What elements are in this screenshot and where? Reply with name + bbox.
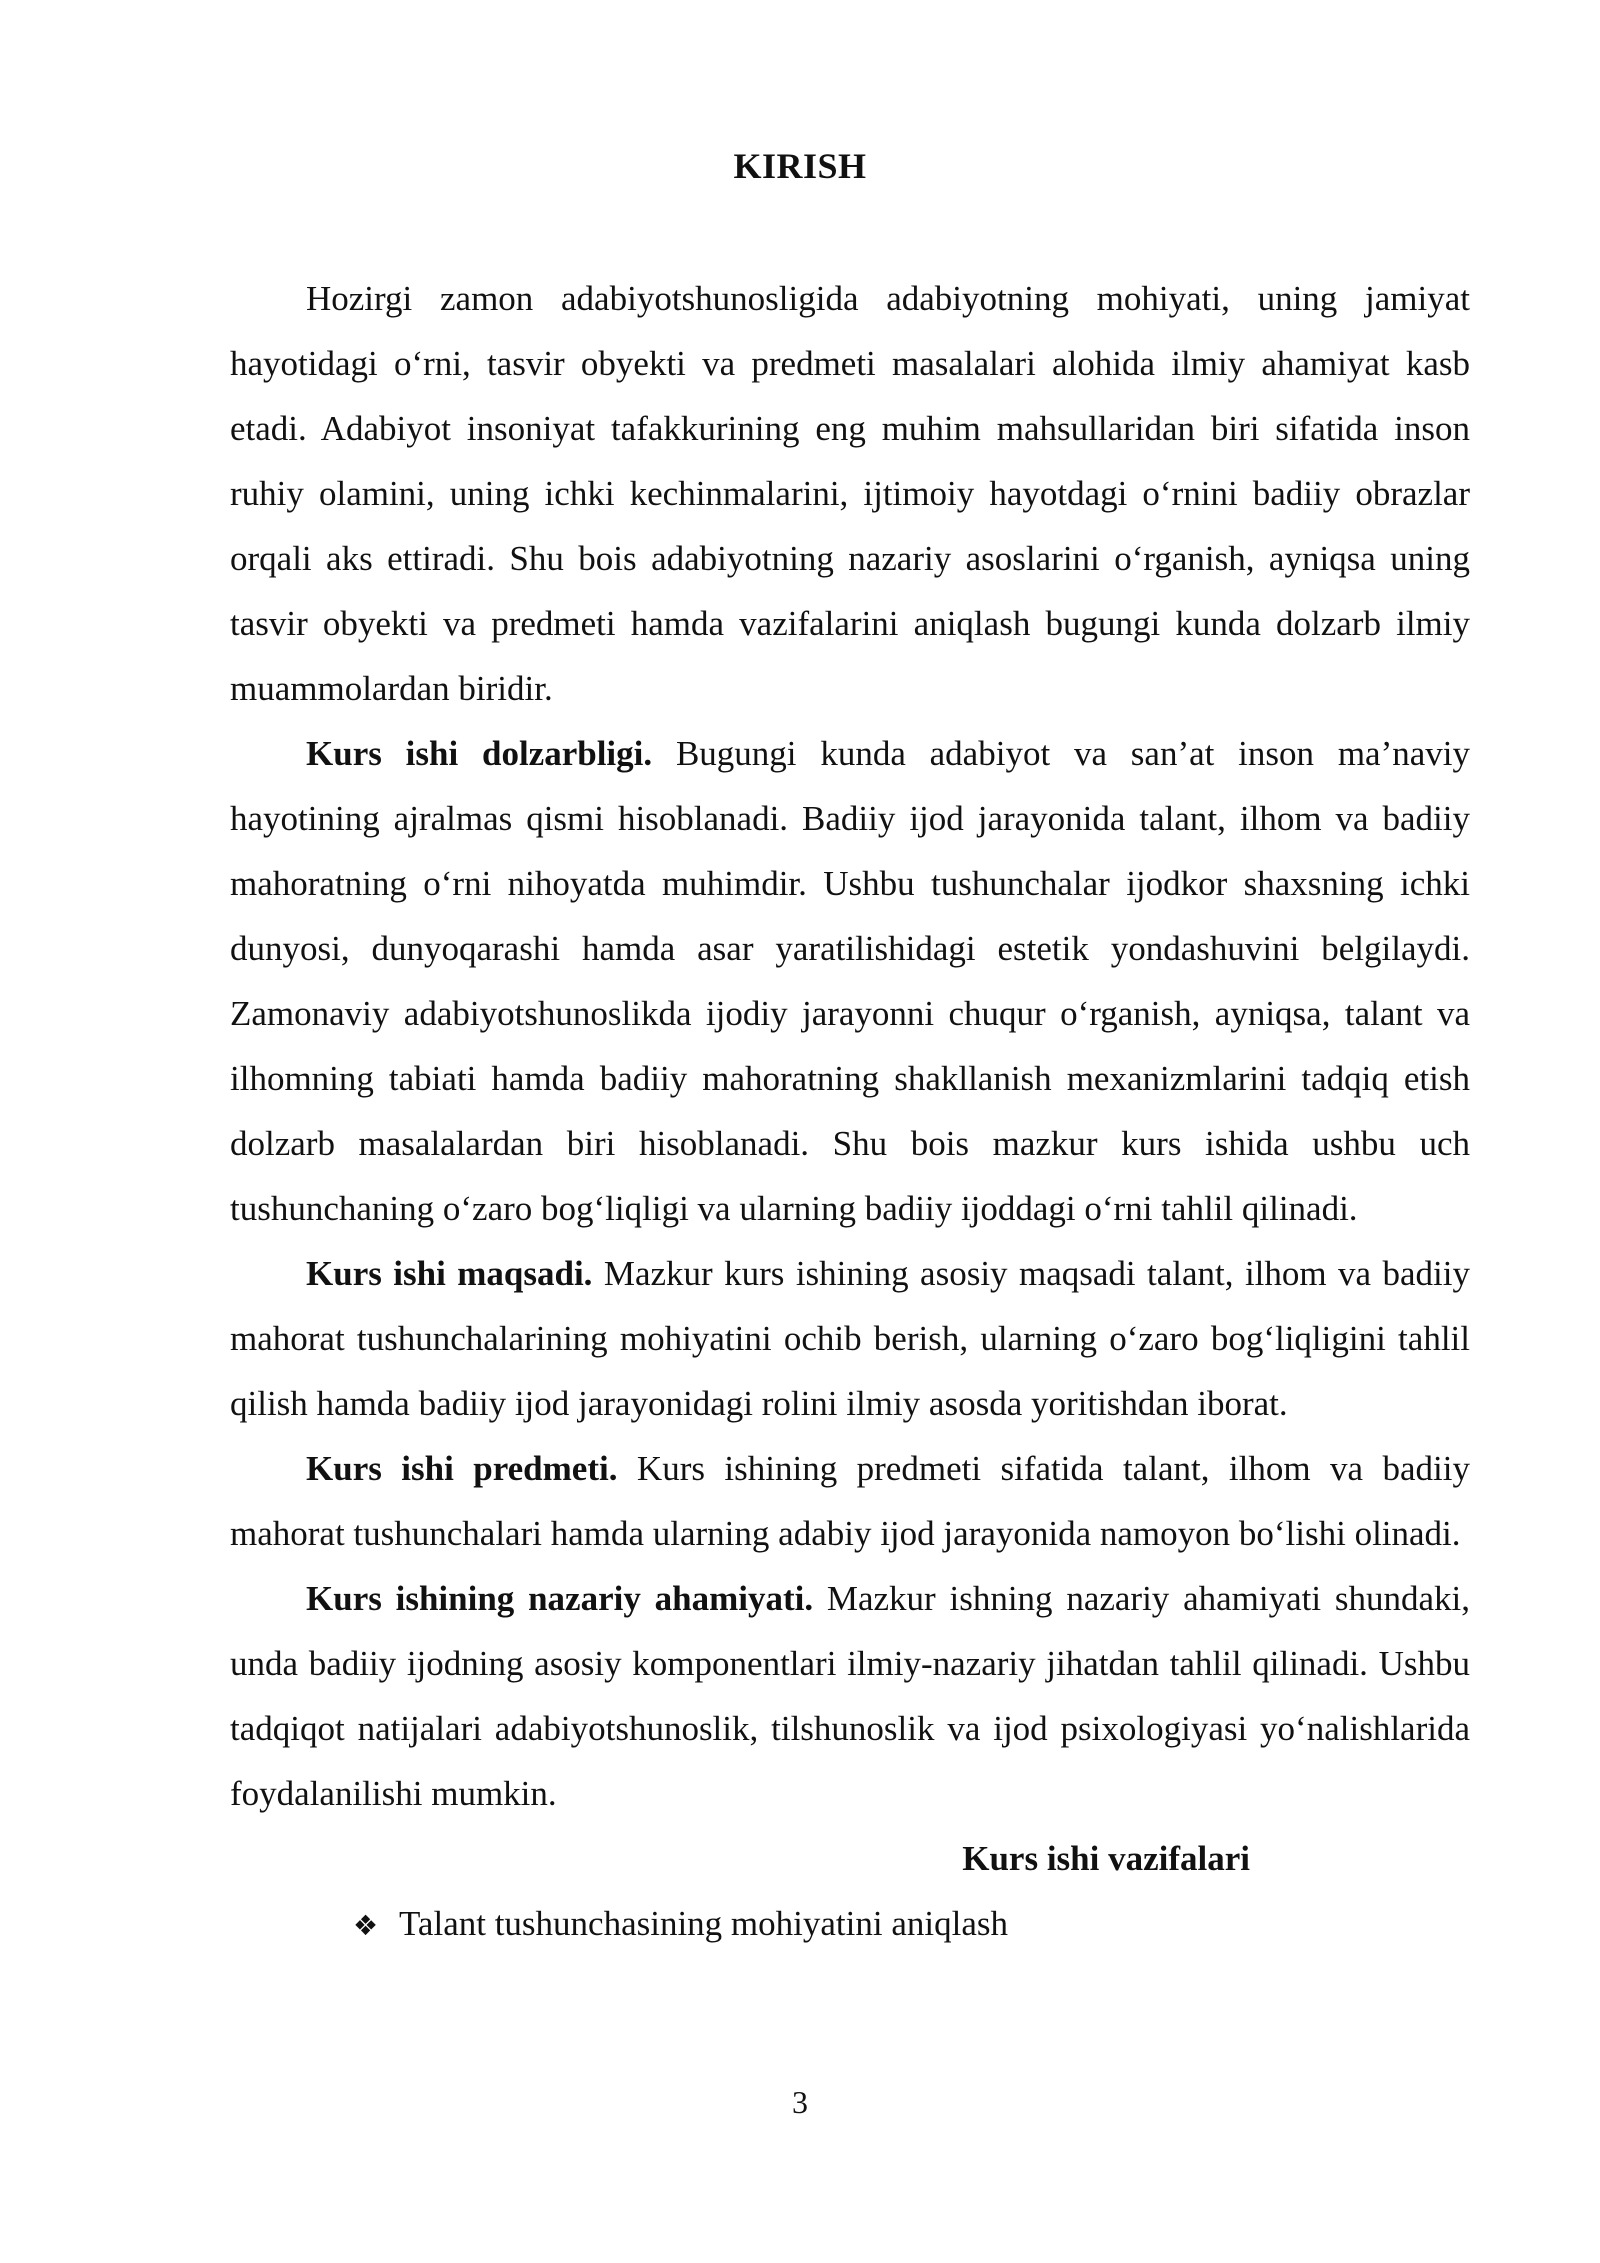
relevance-paragraph [230, 721, 1470, 1241]
theoretical-significance-lead: Kurs ishining nazariy ahamiyati. [306, 1579, 814, 1618]
diamond-bullet-icon: ❖ [353, 1909, 379, 1942]
aim-paragraph [230, 1241, 1470, 1436]
subject-text: Kurs ishining predmeti sifatida talant, ilhom va badiiy mahorat tushunchalari hamda ularning adabiy ijod jarayonida namoyon bo‘lishi olinadi. [230, 1449, 1470, 1553]
task-list-item [230, 1891, 1470, 1958]
aim-text: Mazkur kurs ishining asosiy maqsadi talant, ilhom va badiiy mahorat tushunchalarining mohiyatini ochib berish, ularning o‘zaro bog‘liqligini tahlil qilish hamda badiiy ijod jarayonidagi rolini ilmiy asosda yoritishdan iborat. [230, 1254, 1471, 1423]
subject-lead: Kurs ishi predmeti. [306, 1449, 618, 1488]
relevance-text: Bugungi kunda adabiyot va san’at inson ma’naviy hayotining ajralmas qismi hisoblanadi. Badiiy ijod jarayonida talant, ilhom va badiiy mahoratning o‘rni nihoyatda muhimdir. Ushbu tushunchalar ijodkor shaxsning ichki dunyosi, dunyoqarashi hamda asar yaratilishidagi estetik yondashuvini belgilaydi. Zamonaviy adabiyotshunoslikda ijodiy jarayonni chuqur o‘rganish, ayniqsa, talant va ilhomning tabiati hamda badiiy mahoratning shakllanish mexanizmlarini tadqiq etish dolzarb masalalardan biri hisoblanadi. Shu bois mazkur kurs ishida ushbu uch tushunchaning o‘zaro bog‘liqligi va ularning badiiy ijoddagi o‘rni tahlil qilinadi. [230, 734, 1470, 1228]
intro-paragraph: Hozirgi zamon adabiyotshunosligida adabiyotning mohiyati, uning jamiyat hayotidagi o‘rni, tasvir obyekti va predmeti masalalari alohida ilmiy ahamiyat kasb etadi. Adabiyot insoniyat tafakkurining eng muhim mahsullaridan biri sifatida inson ruhiy olamini, uning ichki kechinmalarini, ijtimoiy hayotdagi o‘rnini badiiy obrazlar orqali aks ettiradi. Shu bois adabiyotning nazariy asoslarini o‘rganish, ayniqsa uning tasvir obyekti va predmeti hamda vazifalarini aniqlash bugungi kunda dolzarb ilmiy muammolardan biridir. [230, 279, 1470, 708]
page-number: 3 [792, 2084, 808, 2120]
body-text [230, 266, 1470, 1958]
aim-lead: Kurs ishi maqsadi. [306, 1254, 593, 1293]
relevance-lead: Kurs ishi dolzarbligi. [306, 734, 653, 773]
tasks-heading: Kurs ishi vazifalari [962, 1839, 1250, 1878]
theoretical-significance-text: Mazkur ishning nazariy ahamiyati shundaki, unda badiiy ijodning asosiy komponentlari ilmiy-nazariy jihatdan tahlil qilinadi. Ushbu tadqiqot natijalari adabiyotshunoslik, tilshunoslik va ijod psixologiyasi yo‘nalishlarida foydalanilishi mumkin. [230, 1579, 1470, 1813]
subject-paragraph [230, 1436, 1470, 1566]
task-text: Talant tushunchasining mohiyatini aniqlash [399, 1904, 1008, 1943]
theoretical-significance-paragraph [230, 1566, 1470, 1826]
page-title: KIRISH [733, 146, 867, 186]
